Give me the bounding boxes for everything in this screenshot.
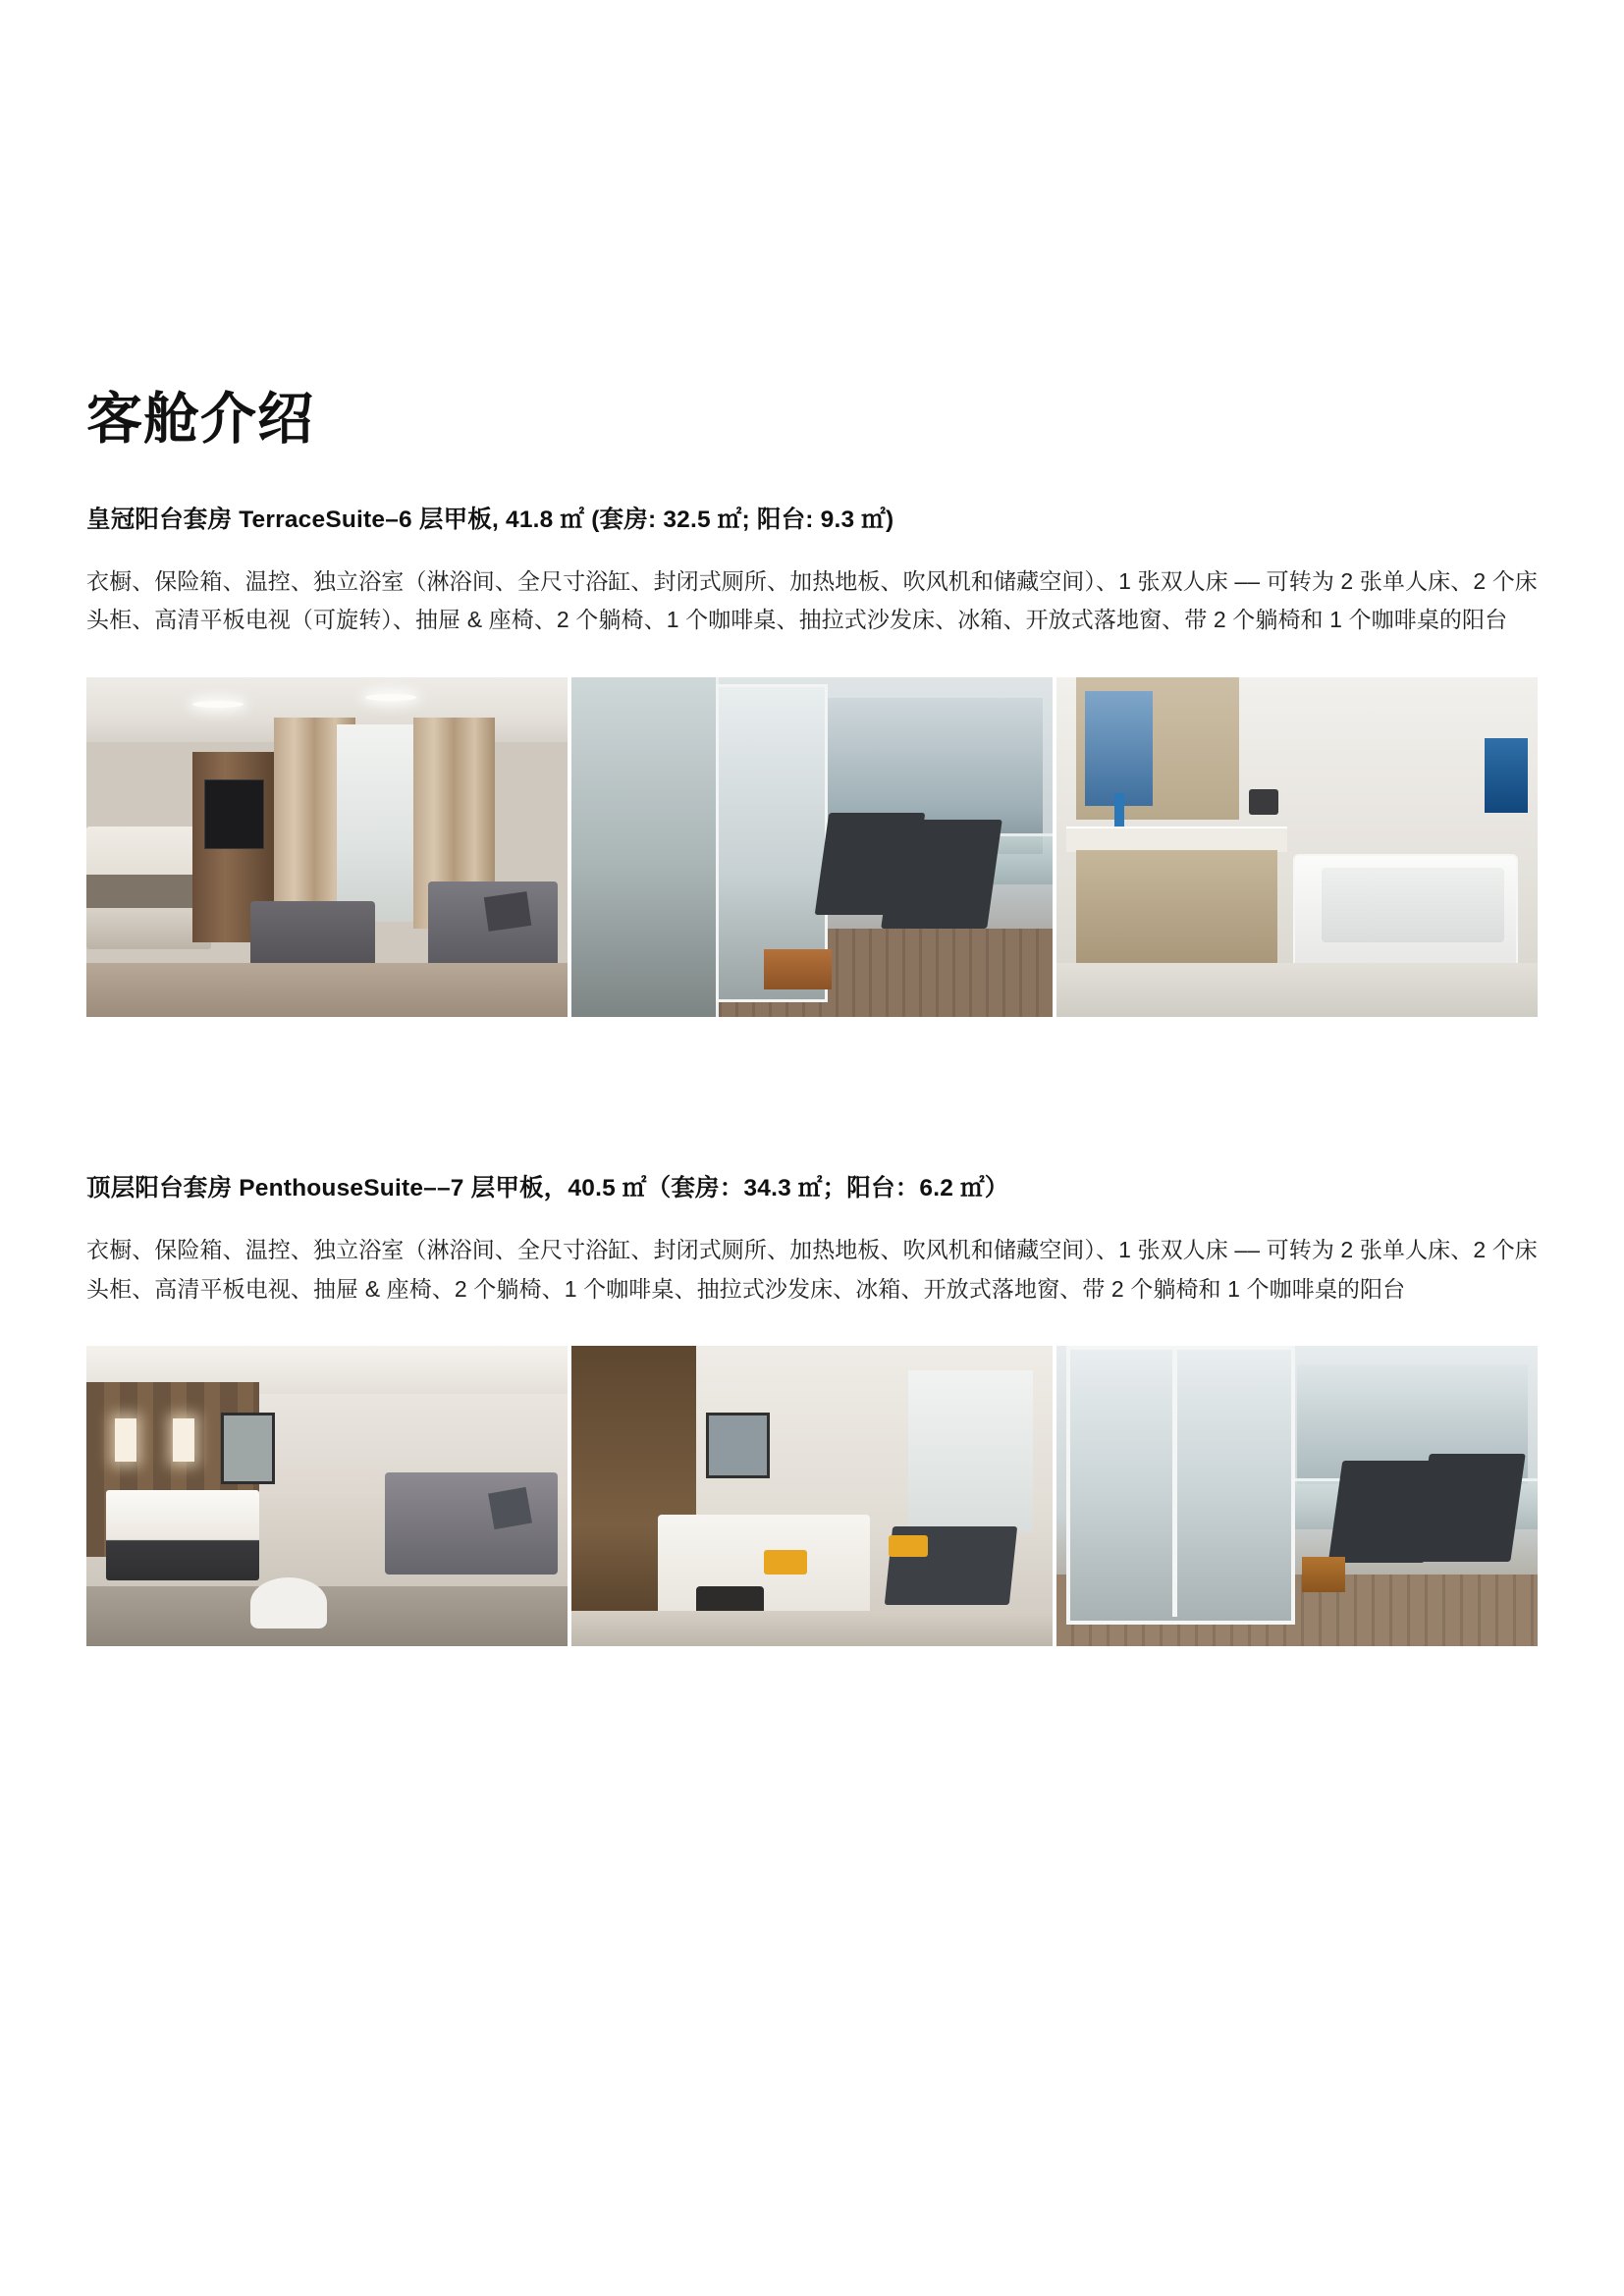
photo-detail-sofa [385,1472,558,1575]
photo-detail-blue-panel [1485,738,1528,813]
photo-penthouse-interior [571,1346,1053,1646]
photo-penthouse-twin-beds [86,1346,568,1646]
photo-detail-floor [86,963,568,1017]
photo-detail-floor [571,1611,1053,1647]
photo-detail-lounger [882,820,1002,929]
photo-detail-glass-wall [571,677,719,1017]
photo-detail-lamp [173,1418,194,1462]
photo-detail-artwork [221,1413,275,1484]
section-description-terrace-suite: 衣橱、保险箱、温控、独立浴室（淋浴间、全尺寸浴缸、封闭式厕所、加热地板、吹风机和储藏空间）、1 张双人床 –– 可转为 2 张单人床、2 个床头柜、高清平板电视（可旋转）、抽屉 & 座椅、2 个躺椅、1 个咖啡桌、抽拉式沙发床、冰箱、开放式落地窗、带 2 个躺椅和 1 个咖啡桌的阳台 [86,567,1538,633]
photo-detail-bottle [1114,793,1124,827]
page-title: 客舱介绍 [86,388,314,451]
cabin-section-penthouse-suite [86,1017,1538,1646]
gallery-penthouse-suite [86,1346,1538,1646]
photo-detail-towel [764,1550,807,1574]
photo-detail-tv [204,779,264,849]
photo-detail-window [337,724,418,922]
photo-detail-bathtub-basin [1322,868,1504,942]
photo-detail-lamp [115,1418,136,1462]
photo-detail-twin-bed [178,1490,259,1580]
photo-detail-lounger [1415,1454,1526,1562]
photo-detail-coffee-table [250,1577,327,1629]
photo-detail-door-frame [1172,1346,1177,1616]
photo-detail-cushion [488,1487,532,1529]
photo-terrace-suite-bedroom [86,677,568,1017]
photo-terrace-suite-balcony [571,677,1053,1017]
section-description-penthouse-suite: 衣橱、保险箱、温控、独立浴室（淋浴间、全尺寸浴缸、封闭式厕所、加热地板、吹风机和储藏空间）、1 张双人床 –– 可转为 2 张单人床、2 个床头柜、高清平板电视、抽屉 & 座椅、2 个躺椅、1 个咖啡桌、抽拉式沙发床、冰箱、开放式落地窗、带 2 个躺椅和 1 个咖啡桌的阳台 [86,1237,1538,1302]
photo-detail-pillow [484,891,531,931]
cabin-section-terrace-suite [86,453,1538,1017]
photo-detail-twin-bed [106,1490,188,1580]
photo-detail-vanity [1076,850,1278,966]
gallery-terrace-suite [86,677,1538,1017]
photo-detail-kettle [1249,789,1278,815]
photo-detail-artwork [706,1413,770,1478]
photo-terrace-suite-bathroom [1056,677,1538,1017]
section-heading-terrace-suite: 皇冠阳台套房 TerraceSuite–6 层甲板, 41.8 ㎡ (套房: 32.5 ㎡; 阳台: 9.3 ㎡) [86,506,894,533]
photo-detail-mirror [1085,691,1153,807]
photo-detail-floor [1056,963,1538,1017]
section-heading-penthouse-suite: 顶层阳台套房 PenthouseSuite––7 层甲板，40.5 ㎡（套房：34.3 ㎡；阳台：6.2 ㎡） [86,1174,1009,1201]
photo-detail-sliding-door [1066,1346,1295,1624]
photo-detail-coffee-table [764,949,832,990]
photo-penthouse-balcony [1056,1346,1538,1646]
photo-detail-side-table [1302,1557,1345,1593]
photo-detail-towel [889,1535,927,1556]
photo-detail-counter [1066,827,1287,852]
photo-detail-floor [86,1586,568,1646]
photo-detail-window [908,1370,1033,1532]
